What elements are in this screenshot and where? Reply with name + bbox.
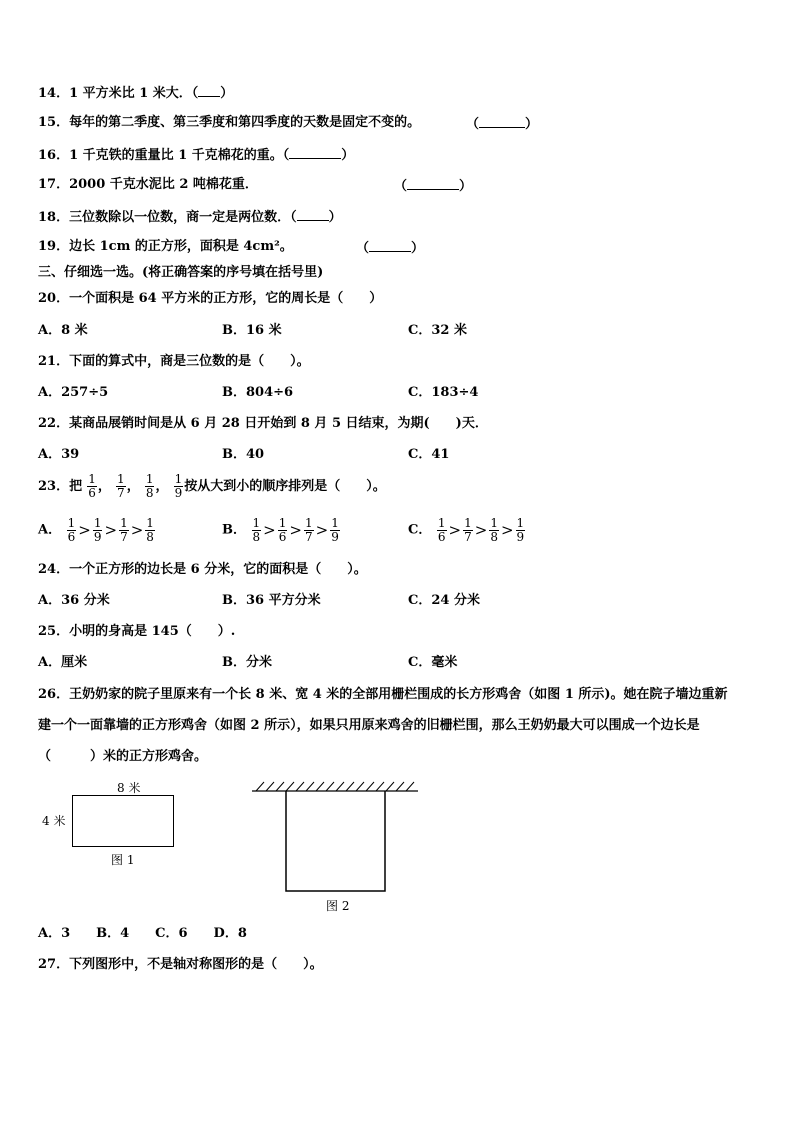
question-text: 下列图形中，不是轴对称图形的是（ ）。 (69, 957, 323, 972)
option-a[interactable]: A．36 分米 (38, 593, 110, 608)
fraction: $\frac{1}{7}$ (117, 472, 125, 500)
option-c[interactable]: C．毫米 (408, 655, 458, 670)
question-number: 15． (38, 115, 70, 130)
question-number: 17． (38, 177, 70, 192)
answer-blank[interactable] (289, 146, 341, 159)
question-number: 27． (38, 957, 70, 972)
option-c[interactable]: C．183÷4 (408, 385, 479, 400)
question-text: 三位数除以一位数，商一定是两位数．（ (69, 210, 297, 225)
option-c[interactable]: C．32 米 (408, 323, 467, 338)
fraction: $\frac{1}{9}$ (174, 472, 183, 500)
question-15 (38, 115, 420, 131)
fraction: $\frac{1}{6}$ (88, 472, 96, 500)
wall-hatching (256, 782, 414, 791)
question-number: 14． (38, 86, 70, 101)
question-number: 21． (38, 354, 70, 369)
option-c[interactable]: C．41 (408, 447, 450, 462)
option-a[interactable]: A．厘米 (38, 655, 88, 670)
question-16: 16．1 千克铁的重量比 1 千克棉花的重。（ ） (38, 148, 355, 163)
question-text: 某商品展销时间是从 6 月 28 日开始到 8 月 5 日结束，为期( )天． (69, 416, 488, 431)
question-text: 王奶奶家的院子里原来有一个长 8 米、宽 4 米的全部用栅栏围成的长方形鸡舍（如图 1 所示)。她在院子墙边重新 (69, 687, 728, 702)
square-fence (286, 791, 385, 891)
section-heading: 三、仔细选一选。(将正确答案的序号填在括号里) (38, 265, 324, 280)
option-b[interactable]: B．36 平方分米 (222, 593, 321, 608)
question-number: 16． (38, 148, 70, 163)
option-b[interactable]: B．804÷6 (222, 385, 294, 400)
question-number: 23． (38, 479, 70, 494)
figure1-caption: 图 1 (111, 853, 135, 867)
option-b[interactable]: B． $\frac{1}{8}$ > $\frac{1}{6}$ > $\frac{1}{7}$ > $\frac{1}{9}$ (222, 515, 339, 544)
question-number: 22． (38, 416, 70, 431)
question-text: 每年的第二季度、第三季度和第四季度的天数是固定不变的。 (69, 115, 421, 130)
option-a[interactable]: A． $\frac{1}{6}$ > $\frac{1}{9}$ > $\frac{1}{7}$ > $\frac{1}{8}$ (38, 515, 154, 544)
figure1-rectangle (72, 795, 174, 847)
question-number: 25． (38, 624, 70, 639)
question-27 (38, 957, 323, 973)
option-a[interactable]: A．39 (38, 447, 80, 462)
question-text: 小明的身高是 145（ ）. (69, 624, 236, 639)
question-text: 1 平方米比 1 米大．（ (69, 86, 199, 101)
answer-blank[interactable] (369, 239, 411, 252)
question-17 (38, 177, 258, 193)
question-23: 23．把 $\frac{1}{6}$ ， $\frac{1}{7}$ ， $\frac{1}{8}$ ， $\frac{1}{9}$ 按从大到小的顺序排列是（ ）。 (38, 472, 386, 500)
question-number: 18． (38, 210, 70, 225)
figure1-length-label: 8 米 (117, 781, 141, 795)
answer-blank[interactable] (479, 115, 525, 128)
question-number: 19． (38, 239, 70, 254)
question-text: 2000 千克水泥比 2 吨棉花重． (69, 177, 258, 192)
question-18: 18．三位数除以一位数，商一定是两位数．（ ） (38, 210, 342, 225)
question-19 (38, 239, 293, 255)
question-25 (38, 624, 235, 640)
option-b[interactable]: B．40 (222, 447, 265, 462)
option-b[interactable]: B．分米 (222, 655, 272, 670)
figure1-width-label: 4 米 (42, 814, 66, 828)
question-number: 26． (38, 687, 70, 702)
option-a[interactable]: A．257÷5 (38, 385, 109, 400)
question-number: 24． (38, 562, 70, 577)
option-c[interactable]: C．24 分米 (408, 593, 480, 608)
fraction: $\frac{1}{8}$ (145, 472, 154, 500)
option-b[interactable]: B．16 米 (222, 323, 282, 338)
question-text: 1 千克铁的重量比 1 千克棉花的重。（ (69, 148, 290, 163)
answer-blank[interactable] (198, 84, 220, 97)
question-22 (38, 416, 488, 432)
answer-blank[interactable] (297, 208, 329, 221)
question-text-line-2: 建一个一面靠墙的正方形鸡舍（如图 2 所示），如果只用原来鸡舍的旧栅栏围，那么王奶奶最大可以围成一个边长是 (38, 718, 700, 733)
question-24 (38, 562, 367, 578)
question-text-line-3: （ ）米的正方形鸡舍。 (38, 749, 208, 764)
option-c[interactable]: C． $\frac{1}{6}$ > $\frac{1}{7}$ > $\frac{1}{8}$ > $\frac{1}{9}$ (408, 515, 525, 544)
question-text: 边长 1cm 的正方形，面积是 4cm²。 (69, 239, 293, 254)
question-text: 下面的算式中，商是三位数的是（ ）。 (69, 354, 310, 369)
question-26-options[interactable]: A．3 B．4 C．6 D．8 (38, 926, 247, 941)
question-15-answer: （ ） (466, 117, 539, 132)
figure2-caption: 图 2 (326, 899, 350, 913)
question-text: 一个正方形的边长是 6 分米，它的面积是（ ）。 (69, 562, 367, 577)
question-26 (38, 687, 728, 703)
option-a[interactable]: A．8 米 (38, 323, 88, 338)
question-14: 14．1 平方米比 1 米大．（ ） (38, 86, 234, 101)
question-text: 一个面积是 64 平方米的正方形，它的周长是（ ） (69, 291, 383, 306)
question-19-answer: （ ） (356, 241, 425, 256)
question-20 (38, 291, 382, 307)
question-21 (38, 354, 310, 370)
answer-blank[interactable] (407, 177, 459, 190)
figure2-diagram (246, 779, 422, 895)
question-17-answer: （ ） (394, 179, 473, 194)
question-number: 20． (38, 291, 70, 306)
